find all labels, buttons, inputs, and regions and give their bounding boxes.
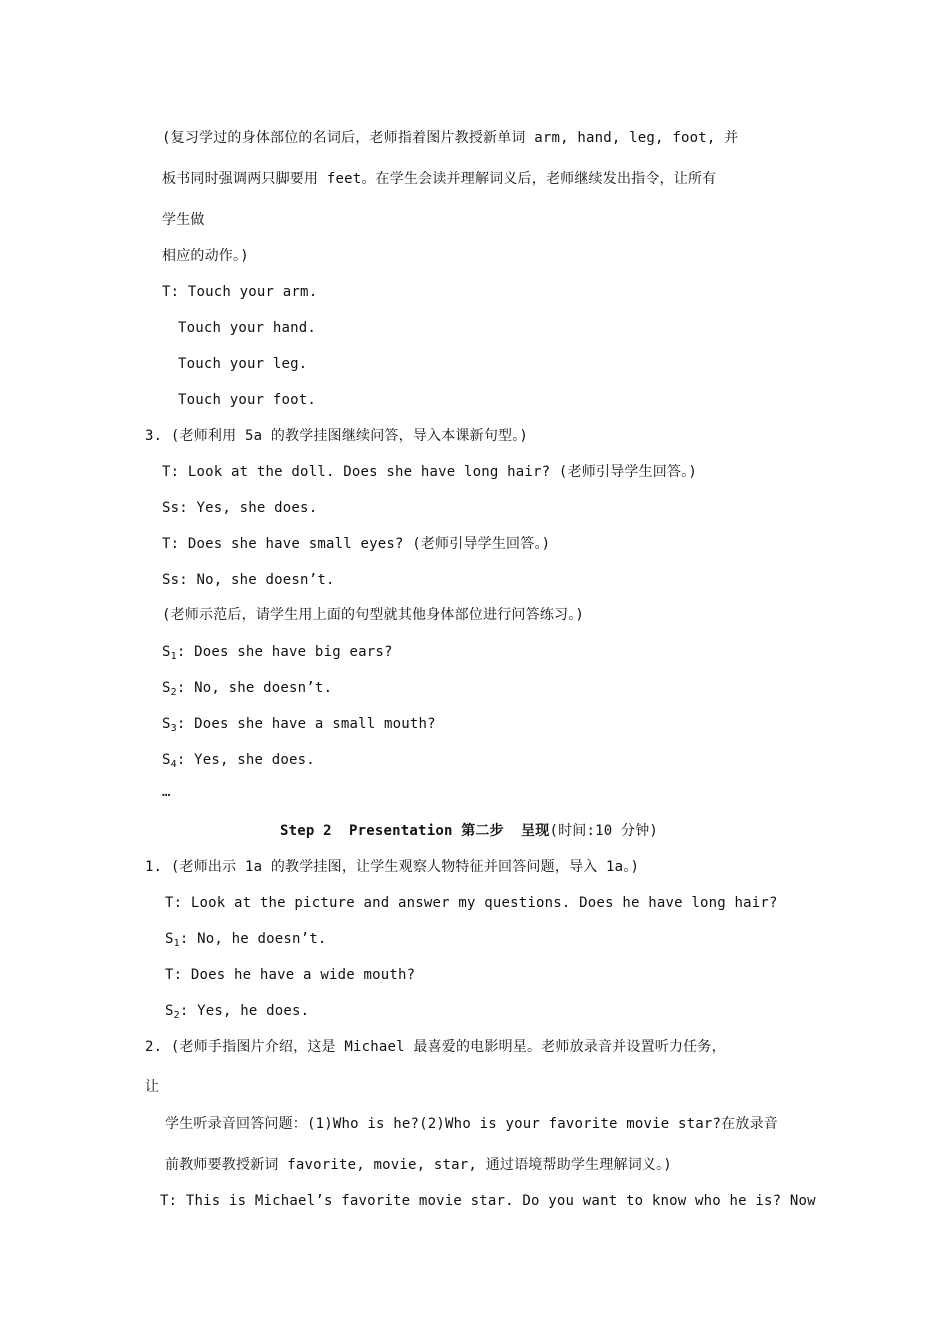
presentation-item-2-line-4: 前教师要教授新词 favorite, movie, star, 通过语境帮助学生理解词义。) xyxy=(165,1157,672,1173)
student-4-line xyxy=(162,750,315,770)
speaker-label: S xyxy=(165,1003,174,1019)
item-3-teacher-line-1: T: Look at the doll. Does she have long hair? (老师引导学生回答。) xyxy=(162,464,697,480)
step-2-heading-title: Step 2 Presentation 第二步 呈现 xyxy=(280,823,550,839)
speaker-label: S xyxy=(165,931,174,947)
speaker-label: S xyxy=(162,716,171,732)
presentation-student-1-line xyxy=(165,929,327,949)
speaker-subscript: 1 xyxy=(170,651,177,662)
dialogue-text: : Does she have a small mouth? xyxy=(176,716,436,732)
item-3-students-line-2: Ss: No, she doesn’t. xyxy=(162,572,335,588)
dialogue-text: : No, he doesn’t. xyxy=(179,931,327,947)
touch-arm-line: T: Touch your arm. xyxy=(162,284,318,300)
presentation-teacher-line-2: T: Does he have a wide mouth? xyxy=(165,967,416,983)
review-note-line-4: 相应的动作。) xyxy=(162,248,249,264)
student-2-line xyxy=(162,678,332,698)
step-2-heading-time: (时间:10 分钟) xyxy=(549,823,659,839)
speaker-label: S xyxy=(162,644,171,660)
touch-foot-line: Touch your foot. xyxy=(178,392,317,408)
speaker-subscript: 2 xyxy=(170,687,177,698)
speaker-subscript: 2 xyxy=(173,1010,180,1021)
presentation-item-2-teacher-line: T: This is Michael’s favorite movie star. Do you want to know who he is? Now xyxy=(160,1193,816,1209)
speaker-subscript: 1 xyxy=(173,938,180,949)
speaker-subscript: 4 xyxy=(170,759,177,770)
presentation-item-2-line-1: 2. (老师手指图片介绍，这是 Michael 最喜爱的电影明星。老师放录音并设置听力任务， xyxy=(145,1039,726,1055)
dialogue-text: : Yes, she does. xyxy=(176,752,315,768)
presentation-student-2-line xyxy=(165,1001,309,1021)
dialogue-text: : No, she doesn’t. xyxy=(176,680,333,696)
item-3-intro: 3. (老师利用 5a 的教学挂图继续问答，导入本课新句型。) xyxy=(145,428,529,444)
item-3-students-line-1: Ss: Yes, she does. xyxy=(162,500,318,516)
speaker-label: S xyxy=(162,680,171,696)
review-note-line-3: 学生做 xyxy=(162,212,205,228)
presentation-item-2-line-3: 学生听录音回答问题：(1)Who is he?(2)Who is your favorite movie star?在放录音 xyxy=(165,1116,778,1132)
review-note-line-2: 板书同时强调两只脚要用 feet。在学生会读并理解词义后，老师继续发出指令，让所有 xyxy=(162,171,717,187)
student-1-line xyxy=(162,642,393,662)
touch-hand-line: Touch your hand. xyxy=(178,320,317,336)
item-3-teacher-line-2: T: Does she have small eyes? (老师引导学生回答。) xyxy=(162,536,551,552)
presentation-teacher-line-1: T: Look at the picture and answer my questions. Does he have long hair? xyxy=(165,895,778,911)
student-3-line xyxy=(162,714,436,734)
dialogue-text: : Yes, he does. xyxy=(179,1003,310,1019)
ellipsis: … xyxy=(162,784,171,800)
review-note-line-1: (复习学过的身体部位的名词后，老师指着图片教授新单词 arm, hand, leg, foot, 并 xyxy=(162,130,739,146)
dialogue-text: : Does she have big ears? xyxy=(176,644,393,660)
step-2-heading xyxy=(280,821,658,841)
presentation-item-1-intro: 1. (老师出示 1a 的教学挂图，让学生观察人物特征并回答问题，导入 1a。) xyxy=(145,859,640,875)
item-3-note: (老师示范后，请学生用上面的句型就其他身体部位进行问答练习。) xyxy=(162,607,585,623)
touch-leg-line: Touch your leg. xyxy=(178,356,308,372)
speaker-label: S xyxy=(162,752,171,768)
speaker-subscript: 3 xyxy=(170,723,177,734)
presentation-item-2-line-2: 让 xyxy=(145,1079,160,1095)
